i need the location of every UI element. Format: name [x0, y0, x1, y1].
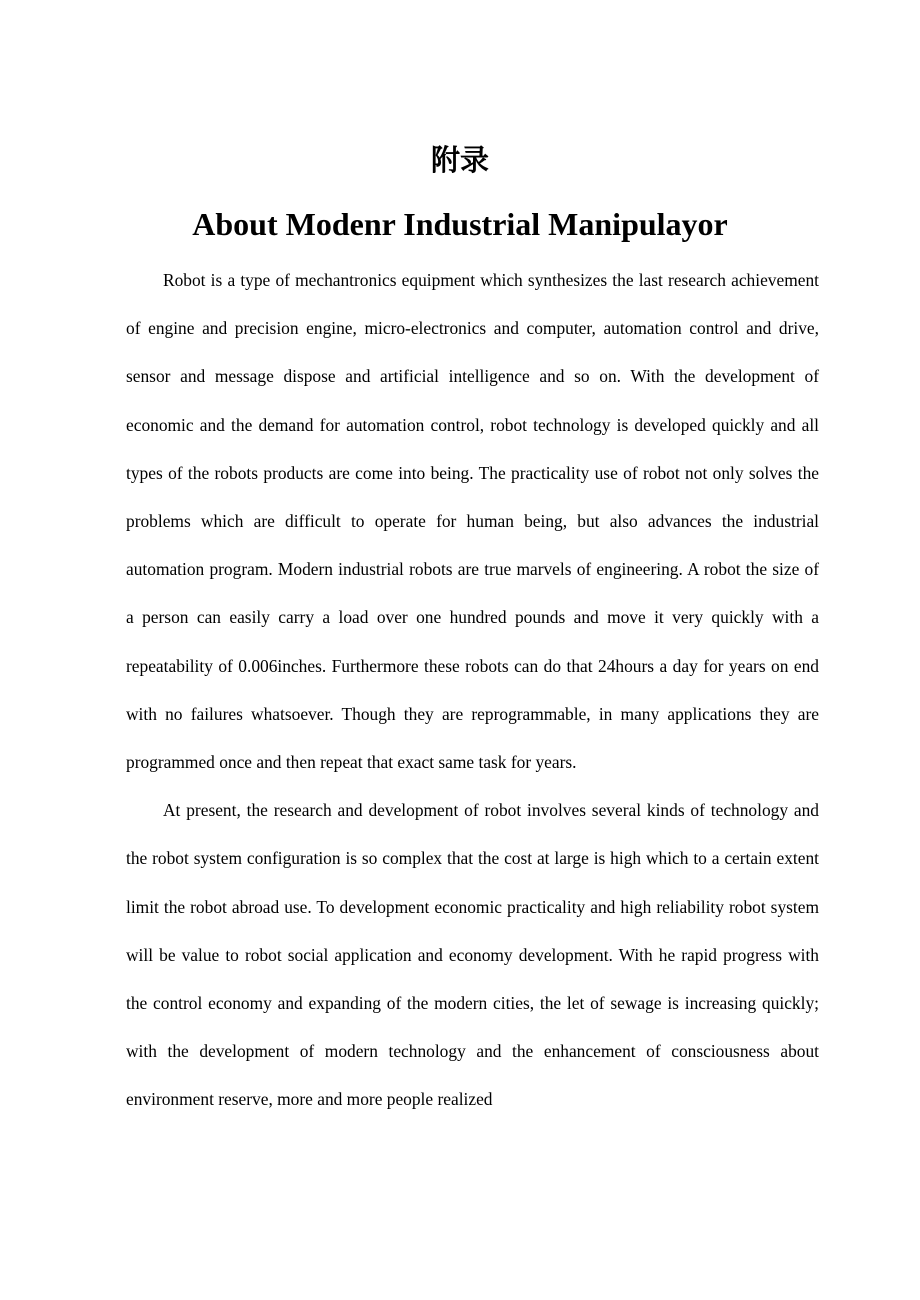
appendix-heading: 附录	[430, 143, 489, 177]
paragraph-1: Robot is a type of mechantronics equipment which synthesizes the last research achievement of engine and precision engine, micro-electronics and computer, automation control and drive, sensor and message dispose and artificial intelligence and so on. With the development of economic and the demand for automation control, robot technology is developed quickly and all types of the robots products are come into being. The practicality use of robot not only solves the problems which are difficult to operate for human being, but also advances the industrial automation program. Modern industrial robots are true marvels of engineering. A robot the size of a person can easily carry a load over one hundred pounds and move it very quickly with a repeatability of 0.006inches. Furthermore these robots can do that 24hours a day for years on end with no failures whatsoever. Though they are reprogrammable, in many applications they are programmed once and then repeat that exact same task for years.	[126, 270, 819, 773]
article-body	[126, 256, 819, 1124]
paragraph-2: At present, the research and development of robot involves several kinds of technology and the robot system configuration is so complex that the cost at large is high which to a certain extent limit the robot abroad use. To development economic practicality and high reliability robot system will be value to robot social application and economy development. With he rapid progress with the control economy and expanding of the modern cities, the let of sewage is increasing quickly; with the development of modern technology and the enhancement of consciousness about environment reserve, more and more people realized	[126, 800, 819, 1110]
article-title: About Modenr Industrial Manipulayor	[192, 206, 728, 242]
